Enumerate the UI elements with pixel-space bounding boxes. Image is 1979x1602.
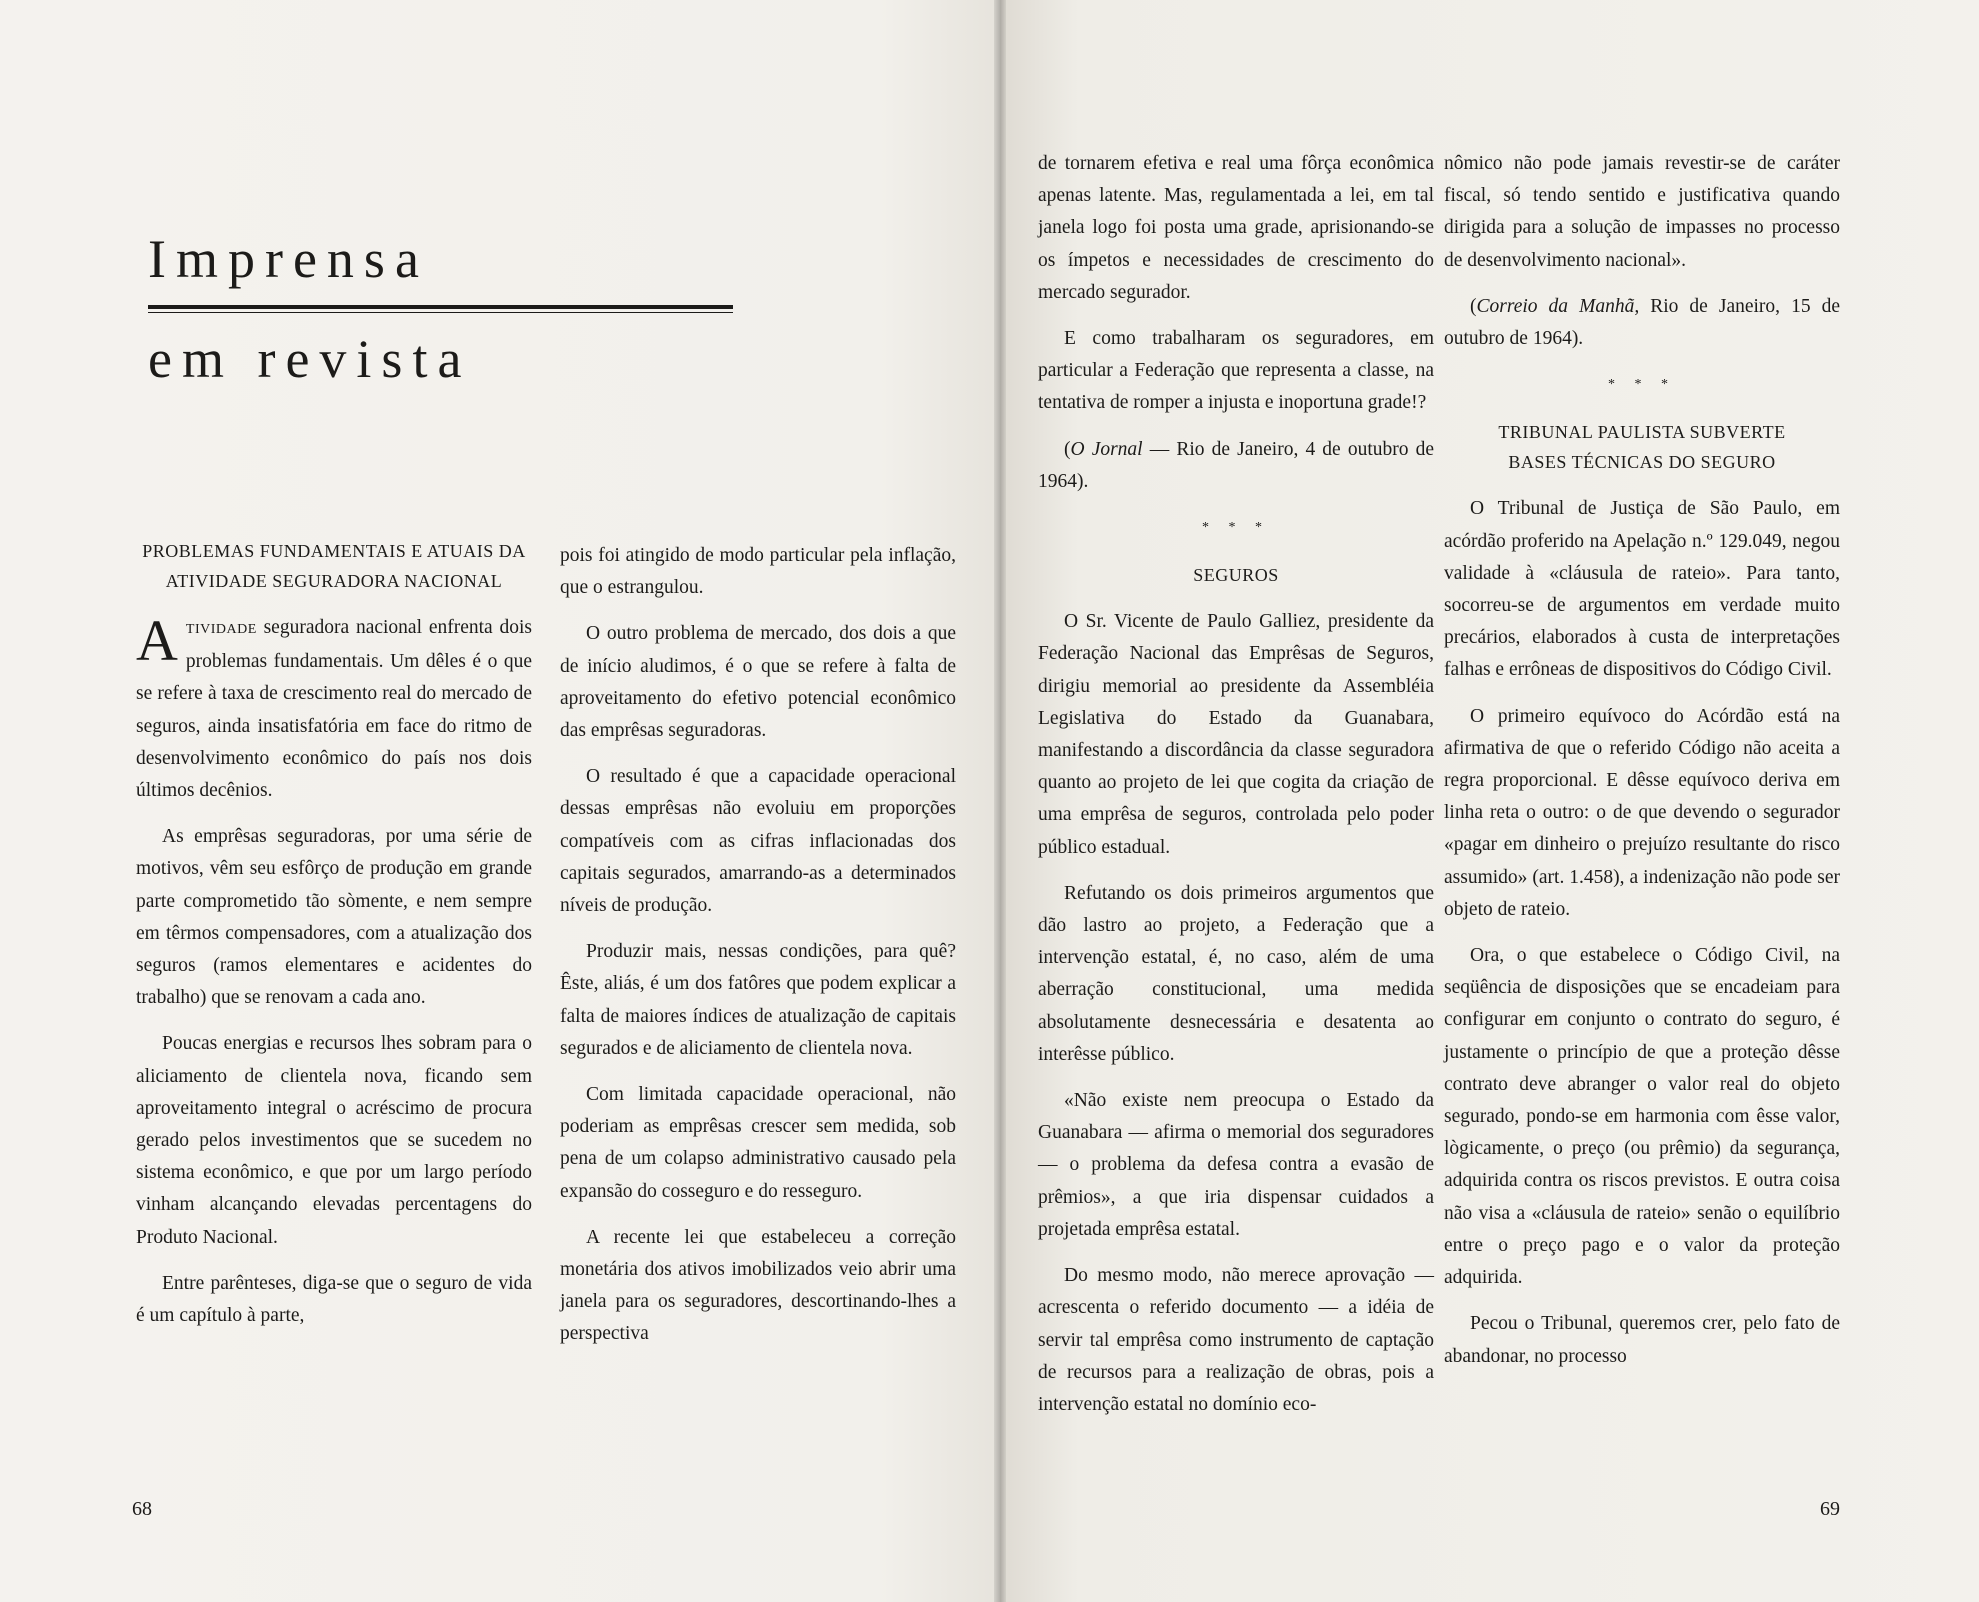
tribunal-paragraph-1: O Tribunal de Justiça de São Paulo, em acórdão proferido na Apelação n.º 129.049, negou validade à «cláusula de rateio». Para tanto, socorreu-se de argumentos em verdade muito precários, elaborados à custa de interpretações falhas e errôneas de dispositivos do Código Civil. xyxy=(1444,498,1840,681)
article-heading-problemas: PROBLEMAS FUNDAMENTAIS E ATUAIS DA ATIVIDADE SEGURADORA NACIONAL xyxy=(142,541,526,591)
source-correio-text: Rio de Janeiro, 15 de outubro de 1964). xyxy=(1444,295,1841,350)
tribunal-paragraph-3: Ora, o que estabelece o Código Civil, na seqüência de disposições que se encadeiam para configurar em conjunto o contrato do seguro, é justamente o princípio de que a proteção dêsse contrato deve abranger o valor real do objeto segurado, pondo-se em harmonia com êsse valor, lògicamente, o preço (ou prêmio) da segurança, adquirida contra os riscos previstos. E outra coisa não visa a «cláusula de rateio» senão o equilíbrio entre o preço pago e o valor da proteção adquirida. xyxy=(1444,945,1840,1289)
paragraph-10: A recente lei que estabeleceu a correção monetária dos ativos imobilizados veio abrir uma janela para os seguradores, descortinando-lhes a perspectiva xyxy=(560,1226,956,1345)
tribunal-paragraph-2: O primeiro equívoco do Acórdão está na afirmativa de que o referido Código não aceita a regra proporcional. E dêsse equívoco deriva em linha reta o outro: o de que devendo o segurador «pagar em dinheiro o prejuízo resultante do risco assumido» (art. 1.458), a indenização não pode ser objeto de rateio. xyxy=(1444,705,1840,920)
source-o-jornal: (O Jornal — Rio de Janeiro, 4 de outubro de 1964). xyxy=(1038,438,1434,492)
tribunal-heading-line2: BASES TÉCNICAS DO SEGURO xyxy=(1508,452,1776,473)
right-page xyxy=(1000,0,1979,1602)
drop-cap: A xyxy=(136,608,178,673)
seguros-paragraph-1: O Sr. Vicente de Paulo Galliez, presidente da Federação Nacional das Emprêsas de Seguros, dirigiu memorial ao presidente da Assembléia Legislativa do Estado da Guanabara, manifestando a discordância da classe seguradora quanto ao projeto de lei que cogita da criação de uma emprêsa de seguros, controlada pelo poder público estadual. xyxy=(1038,611,1434,858)
column-1 xyxy=(136,536,532,1346)
seguros-paragraph-3: «Não existe nem preocupa o Estado da Guanabara — afirma o memorial dos seguradores — o problema da defesa contra a evasão de prêmios», a que iria dispensar cuidados a projetada emprêsa estatal. xyxy=(1038,1090,1434,1240)
source-correio-publication: Correio da Manhã, xyxy=(1476,295,1640,317)
article-heading-tribunal xyxy=(1444,417,1840,477)
section-title-line2: em revista xyxy=(148,329,472,389)
page-number-left: 68 xyxy=(132,1498,152,1520)
paragraph-8: Produzir mais, nessas condições, para quê? Êste, aliás, é um dos fatôres que podem explicar a falta de maiores índices de atualização de capitais segurados e de aliciamento de clientela nova. xyxy=(560,941,956,1059)
paragraph-2: As emprêsas seguradoras, por uma série de motivos, vêm seu esfôrço de produção em grande parte comprometido tão sòmente, e nem sempre em têrmos compensadores, com a atualização dos seguros (ramos elementares e acidentes do trabalho) que se renovam a cada ano. xyxy=(136,826,532,1009)
seguros-paragraph-2: Refutando os dois primeiros argumentos que dão lastro ao projeto, a Federação que a intervenção estatal, é, no caso, além de uma aberração constitucional, uma medida absolutamente desnecessária e desatenta ao interêsse público. xyxy=(1038,882,1434,1065)
paragraph-4: Entre parênteses, diga-se que o seguro de vida é um capítulo à parte, xyxy=(136,1272,532,1327)
paragraph-1 xyxy=(136,608,533,807)
paragraph-5: pois foi atingido de modo particular pela inflação, que o estrangulou. xyxy=(560,545,956,599)
paragraph-7: O resultado é que a capacidade operacional dessas emprêsas não evoluiu em proporções compatíveis com as cifras inflacionadas dos capitais segurados, amarrando-as a determinados níveis de produção. xyxy=(560,766,956,917)
column-4 xyxy=(1444,148,1840,1387)
article-heading-seguros: SEGUROS xyxy=(1193,565,1279,586)
separator-stars-1: * * * xyxy=(1202,520,1270,536)
paragraph-9: Com limitada capacidade operacional, não poderiam as emprêsas crescer sem medida, sob pena de um colapso administrativo causado pela expansão do cosseguro e do resseguro. xyxy=(560,1084,956,1202)
paragraph-11: de tornarem efetiva e real uma fôrça econômica apenas latente. Mas, regulamentada a lei, em tal janela logo foi posta uma grade, aprisionando-se os ímpetos e necessidades de crescimento do mercado segurador. xyxy=(1038,153,1434,303)
paragraph-3: Poucas energias e recursos lhes sobram para o aliciamento de clientela nova, ficando sem aproveitamento integral o acréscimo de procura gerado pelos investimentos que se sucedem no sistema econômico, e que por um largo período vinham alcançando elevadas percentagens do Produto Nacional. xyxy=(136,1033,532,1248)
column-2 xyxy=(560,540,956,1365)
paragraph-1-text: seguradora nacional enfrenta dois problemas fundamentais. Um dêles é o que se refere à taxa de crescimento real do mercado de seguros, ainda insatisfatória em face do ritmo de desenvolvimento econômico do país nos dois últimos decênios. xyxy=(136,617,533,802)
title-rule-thin xyxy=(148,312,733,313)
separator-stars-2: * * * xyxy=(1608,377,1676,393)
source-o-jornal-text: — Rio de Janeiro, 4 de outubro de 1964). xyxy=(1038,438,1434,492)
tribunal-heading-line1: TRIBUNAL PAULISTA SUBVERTE xyxy=(1498,422,1786,443)
source-correio: (Correio da Manhã, Rio de Janeiro, 15 de outubro de 1964). xyxy=(1444,295,1841,350)
book-gutter xyxy=(994,0,1006,1602)
column-3 xyxy=(1038,148,1434,1435)
section-title-line1: Imprensa xyxy=(148,229,429,289)
source-o-jornal-publication: O Jornal xyxy=(1070,438,1143,460)
tribunal-paragraph-4: Pecou o Tribunal, queremos crer, pelo fato de abandonar, no processo xyxy=(1444,1313,1840,1367)
lead-word: TIVIDADE xyxy=(185,622,257,637)
seguros-paragraph-5: nômico não pode jamais revestir-se de caráter fiscal, só tendo sentido e justificativa quando dirigida para a solução de impasses no processo de desenvolvimento nacional». xyxy=(1444,153,1840,271)
page-number-right: 69 xyxy=(1820,1498,1840,1520)
seguros-paragraph-4: Do mesmo modo, não merece aprovação — acrescenta o referido documento — a idéia de servir tal emprêsa como instrumento de captação de recursos para a realização de obras, pois a intervenção estatal no domínio eco- xyxy=(1038,1265,1434,1415)
title-rule xyxy=(148,305,733,309)
paragraph-12: E como trabalharam os seguradores, em particular a Federação que representa a classe, na tentativa de romper a injusta e inoportuna grade!? xyxy=(1038,328,1434,414)
paragraph-6: O outro problema de mercado, dos dois a que de início aludimos, é o que se refere à falta de aproveitamento do efetivo potencial econômico das emprêsas seguradoras. xyxy=(560,623,956,742)
